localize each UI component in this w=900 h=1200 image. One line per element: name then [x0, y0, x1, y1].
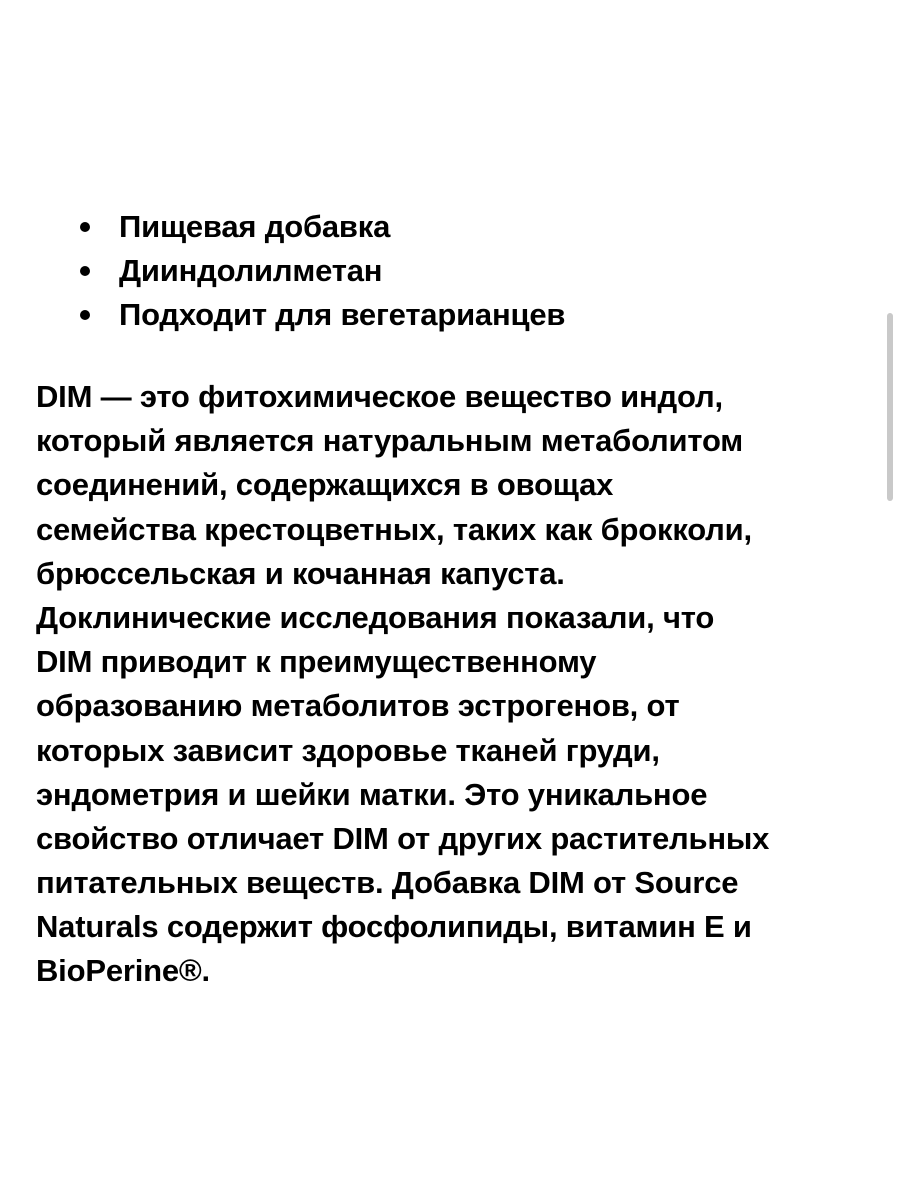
feature-text: Пищевая добавка — [119, 209, 391, 244]
bullet-icon — [80, 222, 90, 232]
description-line: соединений, содержащихся в овощах — [36, 467, 614, 503]
description-line: Доклинические исследования показали, что — [36, 599, 715, 635]
feature-text: Дииндолилметан — [119, 253, 383, 288]
bullet-icon — [80, 266, 90, 276]
description-line: свойство отличает DIM от других растительных — [36, 820, 770, 856]
description-line: Naturals содержит фосфолипиды, витамин E и — [36, 909, 752, 945]
description-line: эндометрия и шейки матки. Это уникальное — [36, 776, 708, 812]
feature-item — [0, 293, 565, 337]
description-line: брюссельская и кочанная капуста. — [36, 555, 565, 591]
feature-item — [0, 249, 565, 293]
description-line: который является натуральным метаболитом — [36, 423, 744, 459]
description-line: которых зависит здоровье тканей груди, — [36, 732, 660, 768]
description-paragraph — [36, 375, 876, 994]
description-line: образованию метаболитов эстрогенов, от — [36, 688, 680, 724]
description-line: BioPerine®. — [36, 953, 210, 989]
vertical-scrollbar[interactable] — [887, 313, 893, 501]
feature-item — [0, 205, 565, 249]
description-line: питательных веществ. Добавка DIM от Source — [36, 865, 739, 901]
bullet-icon — [80, 310, 90, 320]
description-line: DIM — это фитохимическое вещество индол, — [36, 379, 723, 414]
description-line: семейства крестоцветных, таких как брокколи, — [36, 511, 752, 547]
feature-text: Подходит для вегетарианцев — [119, 297, 566, 332]
description-line: DIM приводит к преимущественному — [36, 644, 597, 680]
feature-list — [0, 205, 565, 337]
